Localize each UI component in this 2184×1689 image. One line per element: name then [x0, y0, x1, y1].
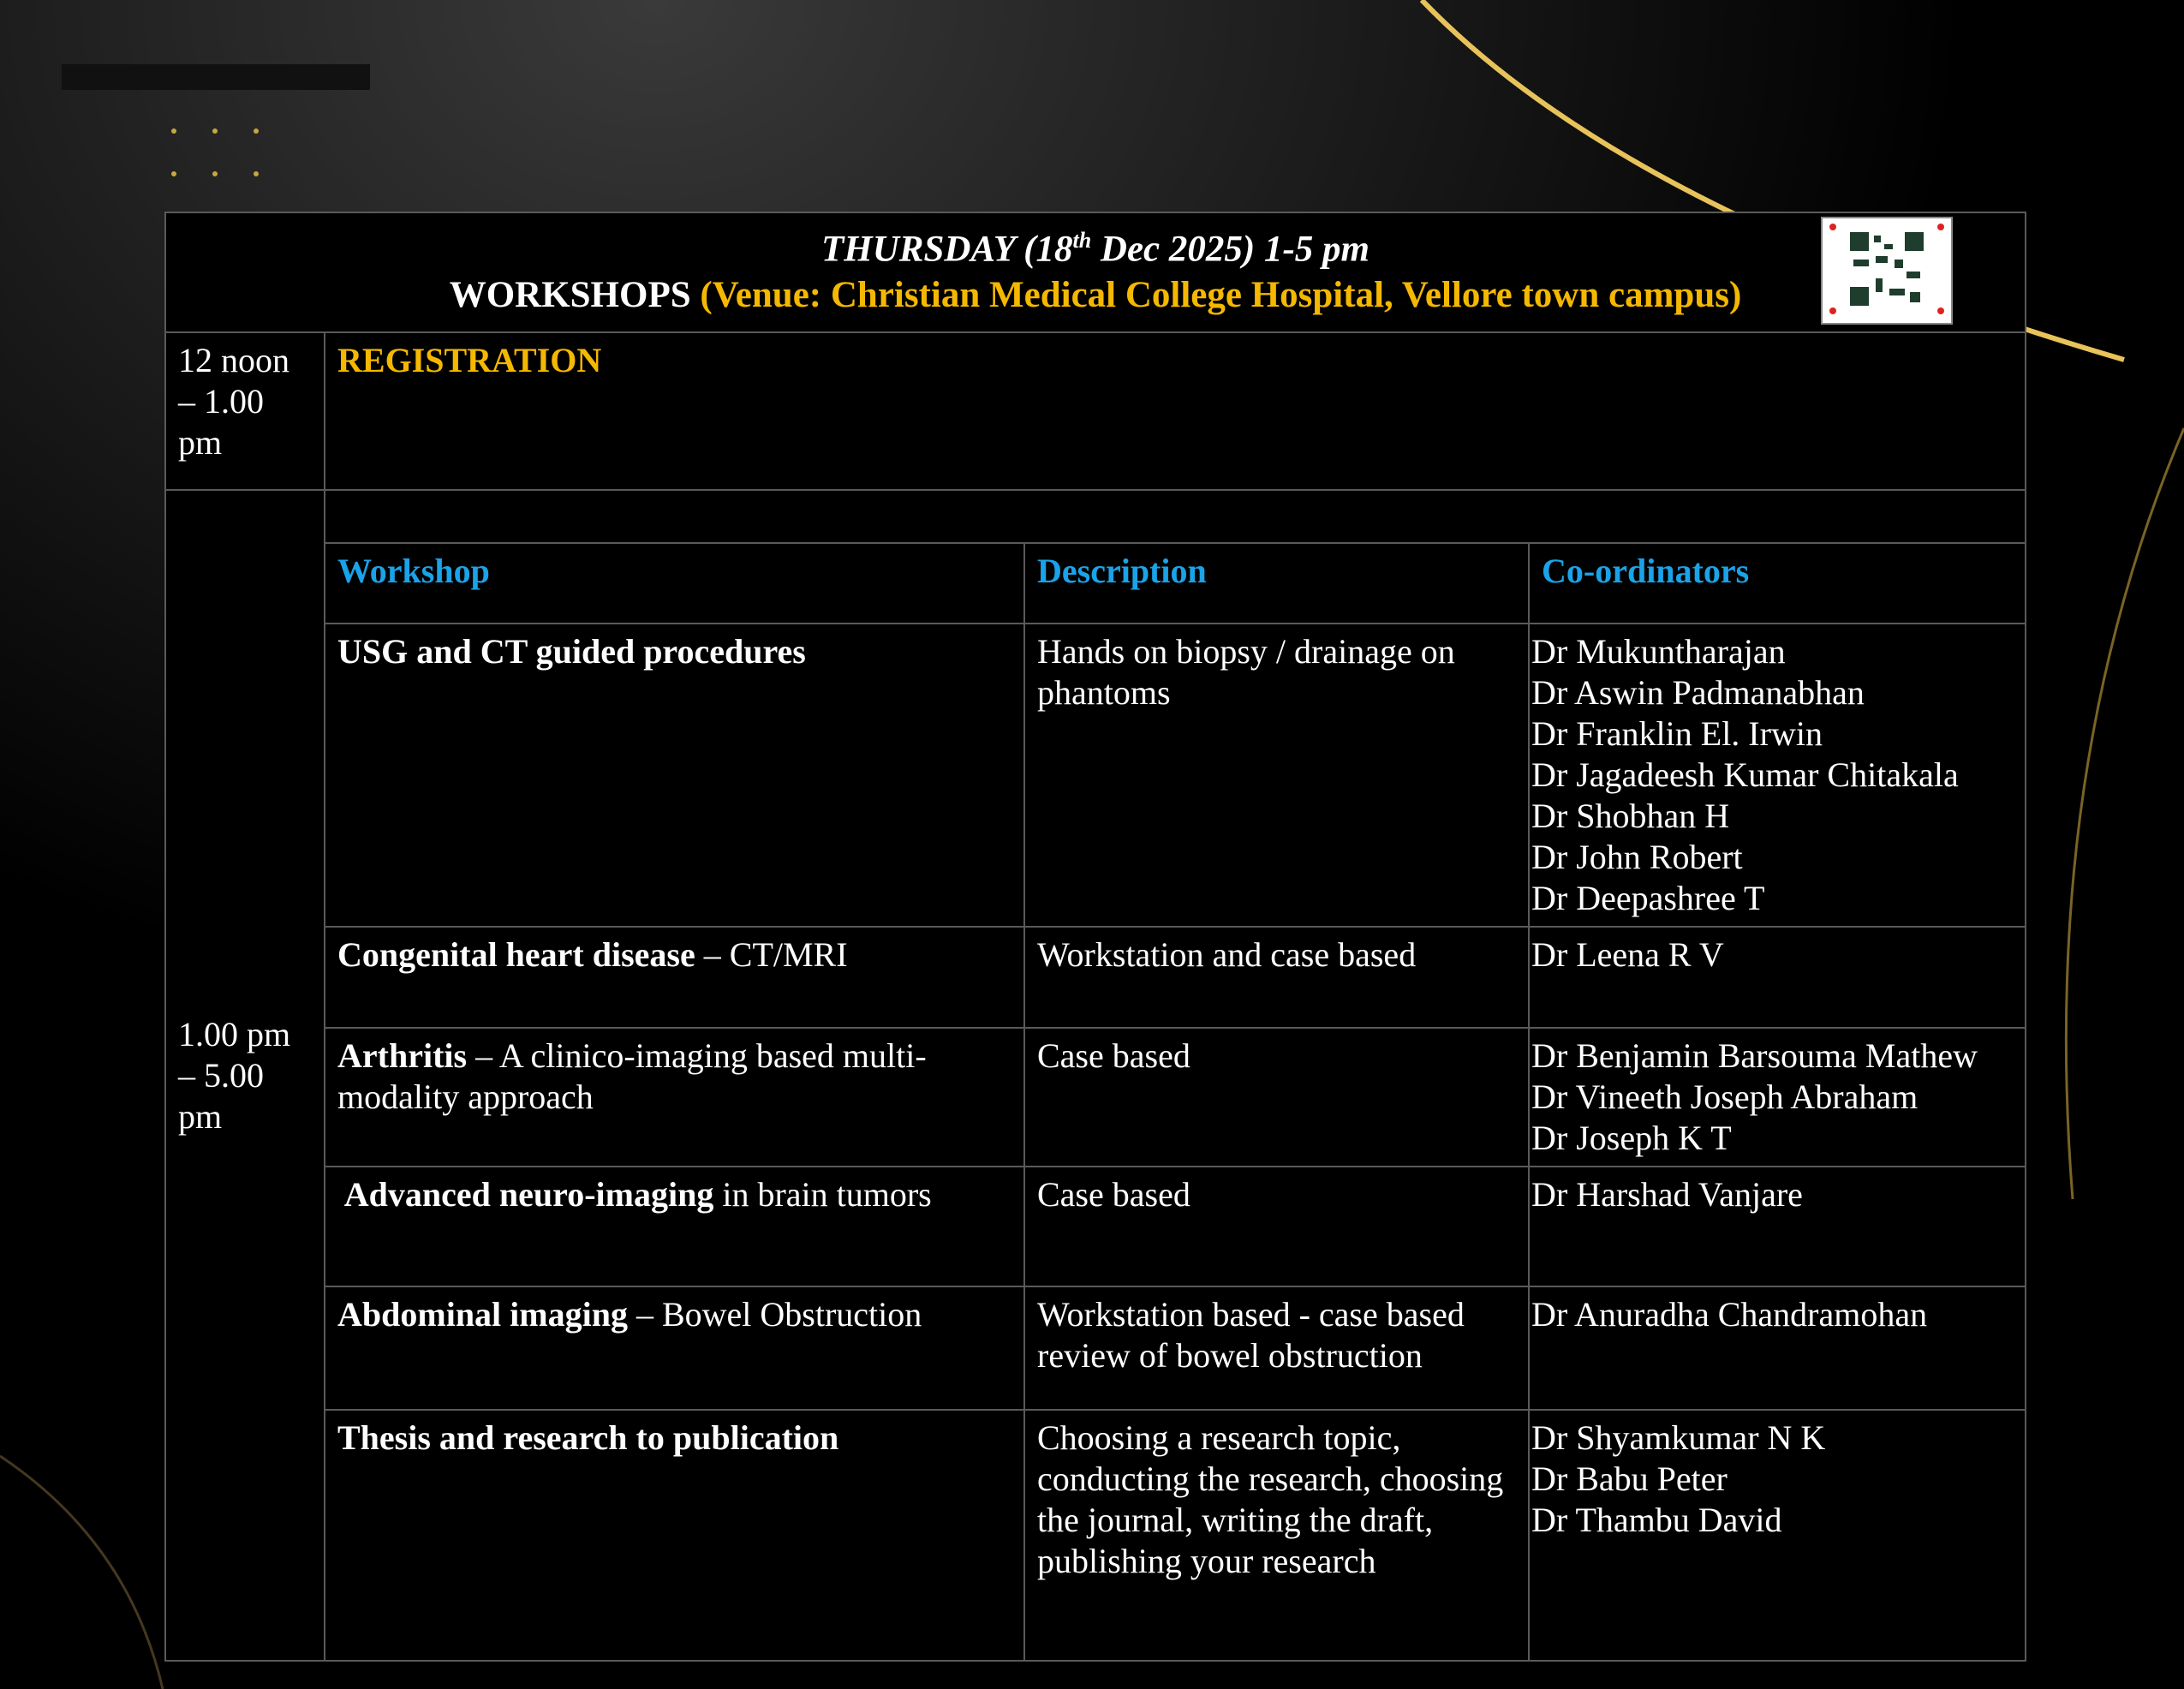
- table-row: [165, 1286, 2026, 1410]
- venue: (Venue: Christian Medical College Hospital, Vellore town campus): [700, 275, 1742, 316]
- workshop-coordinators: Dr Benjamin Barsouma Mathew Dr Vineeth Joseph Abraham Dr Joseph K T: [1529, 1028, 2026, 1167]
- day-heading: THURSDAY (18th Dec 2025) 1-5 pm: [821, 228, 1369, 270]
- spacer-row: [325, 490, 2026, 543]
- schedule-header: [165, 212, 2026, 332]
- workshop-description: Hands on biopsy / drainage on phantoms: [1024, 624, 1529, 927]
- workshop-name: Abdominal imaging – Bowel Obstruction: [325, 1286, 1024, 1410]
- workshop-coordinators: Dr Mukuntharajan Dr Aswin Padmanabhan Dr Franklin El. Irwin Dr Jagadeesh Kumar Chitakala Dr Shobhan H Dr John Robert Dr Deepashree T: [1529, 624, 2026, 927]
- workshop-coordinators: Dr Leena R V: [1529, 927, 2026, 1028]
- column-header-coordinators: Co-ordinators: [1529, 543, 2026, 624]
- workshop-description: Choosing a research topic, conducting the research, choosing the journal, writing the draft, publishing your research: [1024, 1410, 1529, 1661]
- workshop-coordinators: Dr Shyamkumar N K Dr Babu Peter Dr Thambu David: [1529, 1410, 2026, 1661]
- table-row: [165, 1028, 2026, 1167]
- workshop-coordinators: Dr Anuradha Chandramohan: [1529, 1286, 2026, 1410]
- table-row: [165, 1167, 2026, 1286]
- table-row: [165, 624, 2026, 927]
- workshop-name: Thesis and research to publication: [325, 1410, 1024, 1661]
- session-time: 1.00 pm – 5.00 pm: [165, 490, 325, 1661]
- workshop-name: USG and CT guided procedures: [325, 624, 1024, 927]
- workshop-name: Congenital heart disease – CT/MRI: [325, 927, 1024, 1028]
- column-header-workshop: Workshop: [325, 543, 1024, 624]
- workshop-name: Arthritis – A clinico-imaging based multi-modality approach: [325, 1028, 1024, 1167]
- table-row: [165, 1410, 2026, 1661]
- registration-time: 12 noon – 1.00 pm: [165, 332, 325, 490]
- column-header-description: Description: [1024, 543, 1529, 624]
- workshop-coordinators: Dr Harshad Vanjare: [1529, 1167, 2026, 1286]
- registration-label: REGISTRATION: [325, 332, 2026, 490]
- workshop-schedule-table: [164, 212, 2026, 1662]
- table-row: [165, 927, 2026, 1028]
- qr-code[interactable]: [1821, 217, 1953, 325]
- workshop-description: Case based: [1024, 1167, 1529, 1286]
- workshop-description: Case based: [1024, 1028, 1529, 1167]
- workshop-name: Advanced neuro-imaging in brain tumors: [325, 1167, 1024, 1286]
- workshop-description: Workstation based - case based review of bowel obstruction: [1024, 1286, 1529, 1410]
- workshop-description: Workstation and case based: [1024, 927, 1529, 1028]
- workshops-heading: WORKSHOPS (Venue: Christian Medical College Hospital, Vellore town campus): [449, 275, 1742, 316]
